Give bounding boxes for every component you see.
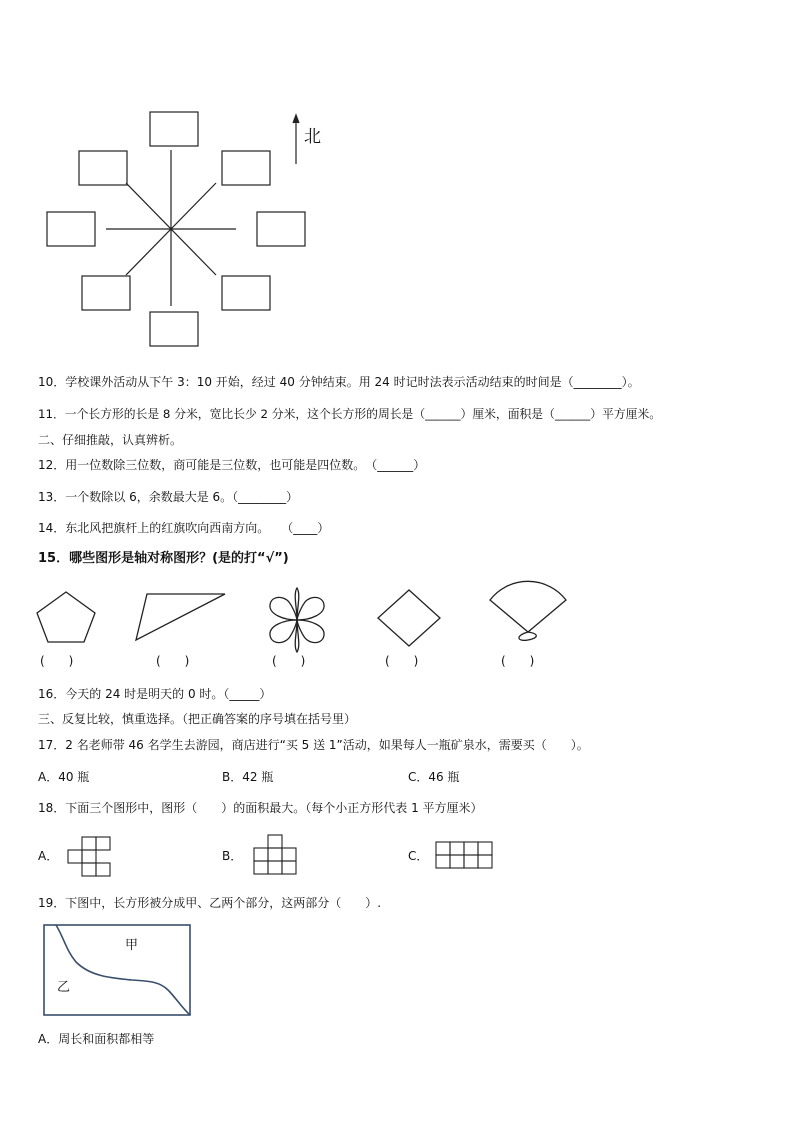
question-18: 18．下面三个图形中，图形（ ）的面积最大。（每个小正方形代表 1 平方厘米） bbox=[38, 801, 483, 815]
label-jia: 甲 bbox=[125, 938, 139, 953]
q18-option-a[interactable]: A． bbox=[38, 849, 59, 863]
box-northeast bbox=[222, 151, 270, 185]
q18-option-b[interactable]: B． bbox=[222, 849, 243, 863]
question-15: 15．哪些图形是轴对称图形？(是的打“√”) bbox=[38, 551, 289, 566]
figure-c-grid bbox=[436, 842, 492, 868]
question-19: 19．下图中，长方形被分成甲、乙两个部分，这两部分（ ）. bbox=[38, 896, 382, 910]
dividing-curve bbox=[56, 925, 190, 1015]
figure-b-grid bbox=[254, 835, 296, 874]
box-northwest bbox=[79, 151, 127, 185]
q15-answer-3[interactable]: ( ) bbox=[272, 654, 306, 668]
box-east bbox=[257, 212, 305, 246]
triangle-shape bbox=[136, 594, 225, 640]
box-southwest bbox=[82, 276, 130, 310]
box-southeast bbox=[222, 276, 270, 310]
q15-answer-2[interactable]: ( ) bbox=[156, 654, 190, 668]
figure-a-grid bbox=[68, 837, 110, 876]
q17-option-b[interactable]: B．42 瓶 bbox=[222, 770, 274, 784]
q19-option-a[interactable]: A．周长和面积都相等 bbox=[38, 1032, 155, 1046]
question-11: 11．一个长方形的长是 8 分米，宽比长少 2 分米，这个长方形的周长是（______）厘米，面积是（______）平方厘米。 bbox=[38, 407, 662, 421]
question-17: 17．2 名老师带 46 名学生去游园，商店进行“买 5 送 1”活动，如果每人一瓶矿泉水，需要买（ ）。 bbox=[38, 738, 589, 752]
box-south bbox=[150, 312, 198, 346]
q15-answer-4[interactable]: ( ) bbox=[385, 654, 419, 668]
q19-rectangle-figure bbox=[0, 920, 794, 1020]
q18-option-c[interactable]: C． bbox=[408, 849, 429, 863]
north-label: 北 bbox=[304, 127, 321, 147]
q15-shapes bbox=[0, 580, 794, 700]
four-leaf-shape bbox=[270, 588, 324, 652]
q18-figures bbox=[0, 830, 794, 890]
q15-answer-5[interactable]: ( ) bbox=[501, 654, 535, 668]
pentagon-shape bbox=[37, 592, 95, 642]
label-yi: 乙 bbox=[57, 980, 71, 995]
section-3-heading: 三、反复比较，慎重选择。（把正确答案的序号填在括号里） bbox=[38, 712, 357, 726]
q15-answer-1[interactable]: ( ) bbox=[40, 654, 74, 668]
question-10: 10．学校课外活动从下午 3：10 开始，经过 40 分钟结束。用 24 时记时法表示活动结束的时间是（________）。 bbox=[38, 375, 640, 389]
box-north bbox=[150, 112, 198, 146]
box-west bbox=[47, 212, 95, 246]
compass-diagram bbox=[0, 0, 794, 360]
q17-option-c[interactable]: C．46 瓶 bbox=[408, 770, 460, 784]
question-16: 16．今天的 24 时是明天的 0 时。（_____） bbox=[38, 687, 272, 701]
question-13: 13．一个数除以 6，余数最大是 6。（________） bbox=[38, 490, 299, 504]
fan-shape bbox=[490, 581, 566, 640]
section-2-heading: 二、仔细推敲，认真辨析。 bbox=[38, 433, 183, 447]
rhombus-shape bbox=[378, 590, 440, 646]
q17-option-a[interactable]: A．40 瓶 bbox=[38, 770, 90, 784]
question-14: 14．东北风把旗杆上的红旗吹向西南方向。 （____） bbox=[38, 521, 330, 535]
question-12: 12．用一位数除三位数，商可能是三位数，也可能是四位数。 （______） bbox=[38, 458, 426, 472]
